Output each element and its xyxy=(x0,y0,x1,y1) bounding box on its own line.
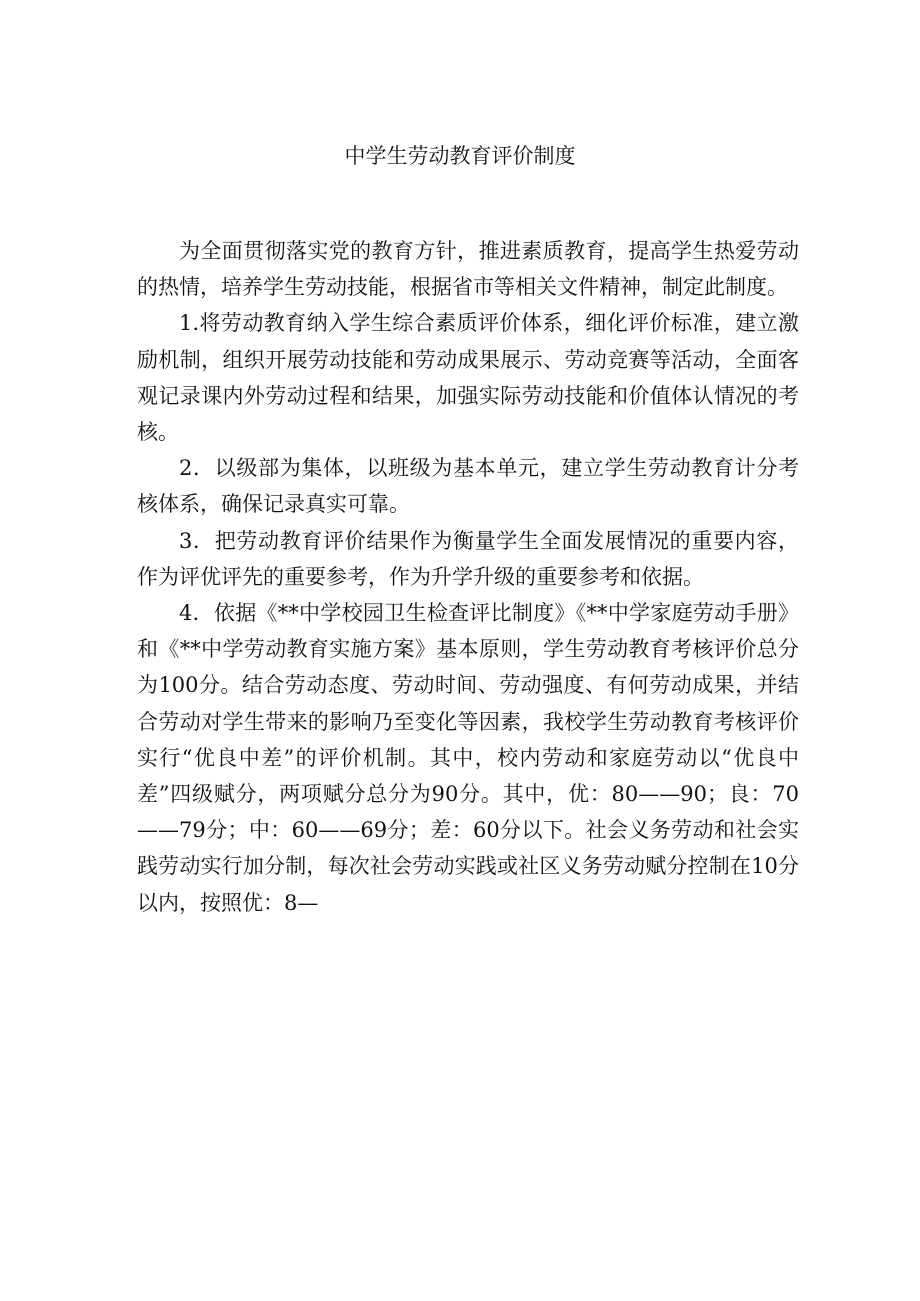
paragraph-item-1: 1.将劳动教育纳入学生综合素质评价体系，细化评价标准，建立激励机制，组织开展劳动技能和劳动成果展示、劳动竞赛等活动，全面客观记录课内外劳动过程和结果，加强实际劳动技能和价值体认情况的考核。 xyxy=(137,311,799,445)
paragraph-item-2: 2．以级部为集体，以班级为基本单元，建立学生劳动教育计分考核体系，确保记录真实可靠。 xyxy=(137,456,799,517)
document-title: 中学生劳动教育评价制度 xyxy=(344,144,576,168)
paragraph-item-3: 3．把劳动教育评价结果作为衡量学生全面发展情况的重要内容，作为评优评先的重要参考，作为升学升级的重要参考和依据。 xyxy=(137,528,799,589)
document-body xyxy=(137,233,799,921)
paragraph-intro: 为全面贯彻落实党的教育方针，推进素质教育，提高学生热爱劳动的热情，培养学生劳动技能，根据省市等相关文件精神，制定此制度。 xyxy=(137,239,799,300)
paragraph-item-4: 4．依据《**中学校园卫生检查评比制度》《**中学家庭劳动手册》和《**中学劳动教育实施方案》基本原则，学生劳动教育考核评价总分为100分。结合劳动态度、劳动时间、劳动强度、有何劳动成果，并结合劳动对学生带来的影响乃至变化等因素，我校学生劳动教育考核评价实行“优良中差”的评价机制。其中，校内劳动和家庭劳动以“优良中差”四级赋分，两项赋分总分为90分。其中，优：80——90；良：70——79分；中：60——69分；差：60分以下。社会义务劳动和社会实践劳动实行加分制，每次社会劳动实践或社区义务劳动赋分控制在10分以内，按照优：8— xyxy=(137,601,799,915)
